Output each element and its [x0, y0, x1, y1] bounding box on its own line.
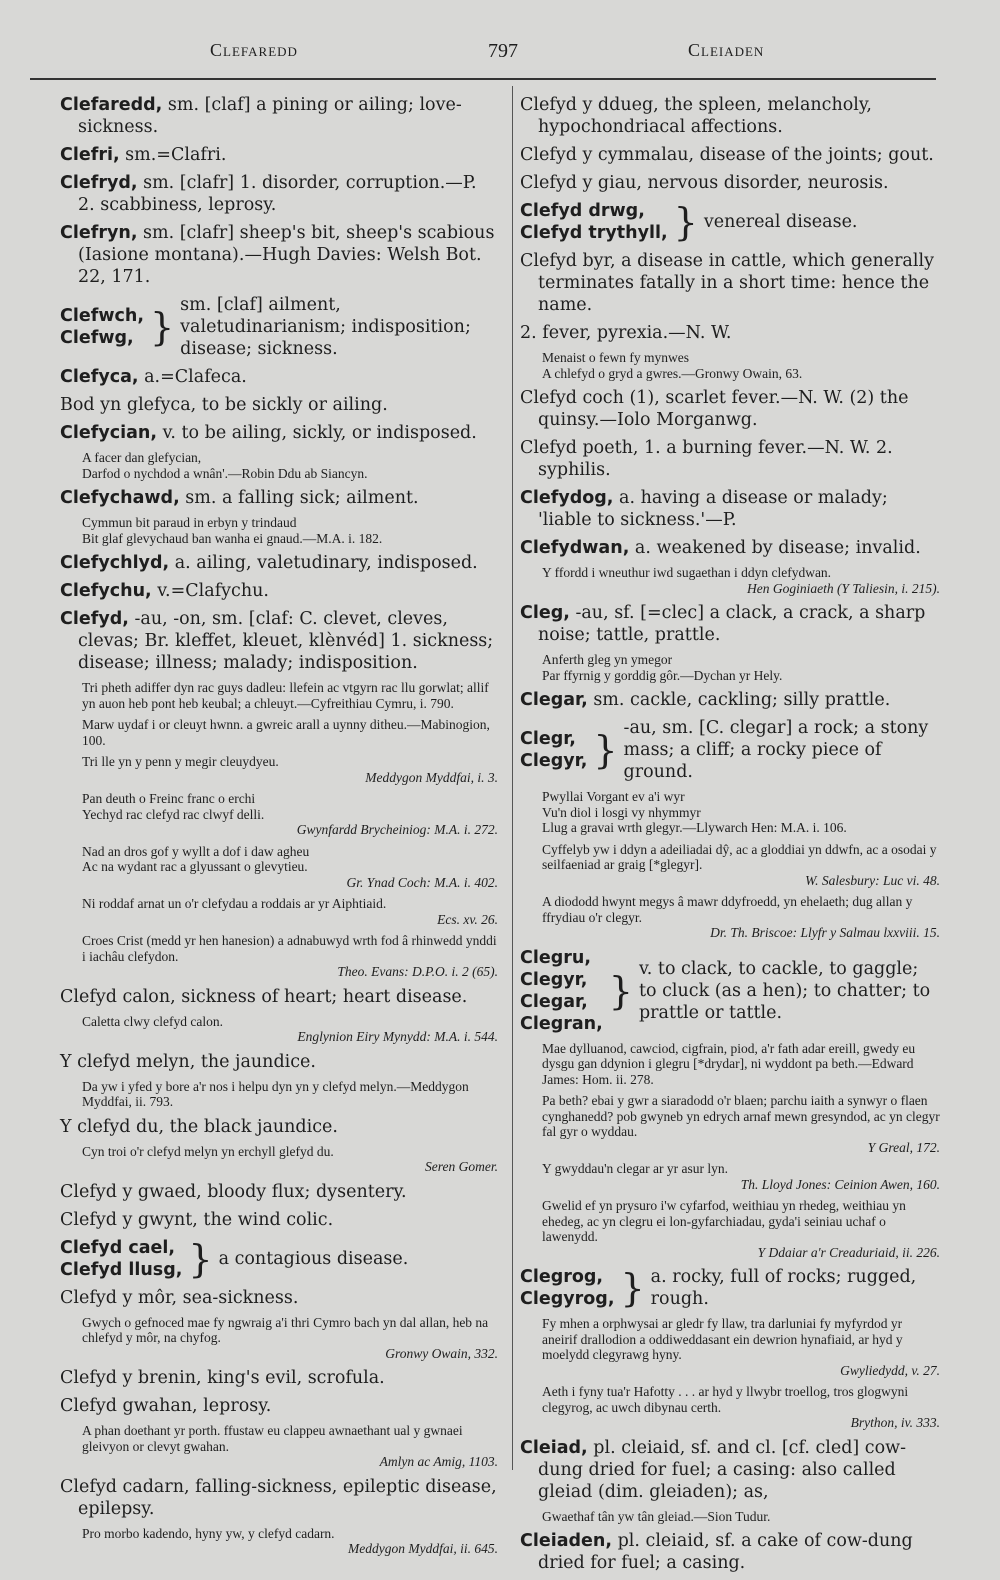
entry-headword: Clefwg, [60, 328, 134, 348]
dictionary-entry [60, 487, 498, 509]
citation [82, 754, 498, 785]
entry-definition: a. rocky, full of rocks; rugged, rough. [650, 1267, 917, 1309]
entry-definition: a contagious disease. [218, 1248, 409, 1269]
citation-source: Hen Goginiaeth (Y Taliesin, i. 215). [746, 580, 940, 596]
citation-source: Meddygon Myddfai, ii. 645. [348, 1541, 498, 1556]
citation-line: Aeth i fyny tua'r Hafotty . . . ar hyd y llwybr troellog, tros glogwyni clegyrog, ac uwch dibynau certh. [542, 1384, 909, 1415]
citation-line: Pa beth? ebai y gwr a siaradodd o'r blaen; parchu iaith a synwyr o flaen cynghanedd? pob gwyneb yn edrych arnaf mewn gresyndod, ac yn clegyr fal gyr o wyddau. [542, 1093, 940, 1139]
dictionary-entry [60, 552, 498, 574]
citation [82, 1315, 498, 1362]
dictionary-entry [60, 172, 498, 216]
citation [542, 1198, 940, 1260]
dictionary-entry [60, 422, 498, 444]
citation [82, 933, 498, 980]
dictionary-entry [60, 1181, 498, 1203]
dictionary-entry [60, 1476, 498, 1520]
entry-definition: sm. [claf] ailment, valetudinarianism; indisposition; disease; sickness. [180, 295, 471, 359]
dictionary-entry [520, 387, 940, 431]
dictionary-entry [60, 94, 498, 138]
entry-definition: Bod yn glefyca, to be sickly or ailing. [60, 395, 388, 415]
dictionary-entry [520, 250, 940, 316]
citation-line: A facer dan glefycian, [82, 450, 202, 465]
citation-source: Brython, iv. 333. [850, 1415, 940, 1430]
citation [542, 350, 940, 381]
entry-definition: pl. cleiaid, sf. a cake of cow-dung dried for fuel; a casing. [538, 1531, 913, 1573]
citation [542, 842, 940, 889]
citation [82, 680, 498, 711]
citation-source: Amlyn ac Amig, 1103. [379, 1454, 498, 1469]
left-column [60, 94, 498, 1563]
dictionary-entry [520, 437, 940, 481]
entry-headword: Clefydwan, [520, 538, 630, 558]
citation-source: Gronwy Owain, 332. [385, 1345, 498, 1361]
entry-headwords [520, 1266, 614, 1310]
citation-line: Gwych o gefnoced mae fy ngwraig a'i thri Cymro bach yn dal allan, heb na chlefyd y môr, na chyfog. [82, 1314, 489, 1345]
citation [542, 1384, 940, 1431]
entry-headword: Clefryn, [60, 223, 138, 243]
entry-definition: sm. a falling sick; ailment. [179, 488, 419, 508]
entry-definition: Clefyd cadarn, falling-sickness, epileptic disease, epilepsy. [60, 1476, 497, 1519]
dictionary-entry [520, 322, 940, 344]
citation-source: Y Greal, 172. [867, 1139, 940, 1155]
entry-definition: a. ailing, valetudinary, indisposed. [169, 553, 478, 573]
dictionary-entry [520, 602, 940, 646]
entry-definition: sm.=Clafri. [119, 145, 227, 165]
citation [542, 652, 940, 683]
brace-symbol: } [608, 968, 633, 1013]
entry-headword: Clefri, [60, 145, 120, 165]
dictionary-entry [520, 1530, 940, 1574]
dictionary-entry [60, 1116, 498, 1138]
citation-line: Marw uydaf i or cleuyt hwnn. a gwreic arall a uynny ditheu.—Mabinogion, 100. [82, 717, 490, 748]
citation-source: Englynion Eiry Mynydd: M.A. i. 544. [297, 1029, 498, 1044]
citation [82, 896, 498, 927]
entry-definition: sm. [clafr] 1. disorder, corruption.—P. 2. scabbiness, leprosy. [78, 173, 477, 215]
dictionary-entry [60, 222, 498, 288]
citation-source: Theo. Evans: D.P.O. i. 2 (65). [337, 964, 498, 979]
entry-headwords [520, 200, 668, 244]
dictionary-entry [520, 487, 940, 531]
citation-source: Dr. Th. Briscoe: Llyfr y Salmau lxxviii. 15. [710, 925, 940, 940]
entry-definition: v. to be ailing, sickly, or indisposed. [157, 423, 477, 443]
entry-headword: Clegrog, [520, 1267, 604, 1287]
citation [542, 1509, 940, 1525]
entry-headword: Clefyd trythyll, [520, 223, 668, 243]
entry-definition: v. to clack, to cackle, to gaggle; to cluck (as a hen); to chatter; to prattle or tattle. [638, 958, 931, 1023]
citation-line: Par ffyrnig y gorddig gôr.—Dychan yr Hely. [542, 667, 783, 683]
entry-headword: Clefyd drwg, [520, 201, 645, 221]
entry-headword: Clefaredd, [60, 95, 163, 115]
citation-line: Tri lle yn y penn y megir cleuydyeu. [82, 754, 279, 769]
entry-headword: Clegru, [520, 947, 591, 968]
entry-headword: Clefychu, [60, 581, 152, 601]
citation-line: Ac na wydant rac a glyussant o glevytieu. [82, 859, 308, 874]
citation-line: Gwaethaf tân yw tân gleiad.—Sion Tudur. [542, 1508, 771, 1524]
dictionary-entry [60, 144, 498, 166]
grouped-entry [60, 294, 498, 360]
citation-line: Anferth gleg yn ymegor [542, 652, 673, 667]
entry-definition: Clefyd y cymmalau, disease of the joints; gout. [520, 145, 934, 165]
entry-headword: Cleg, [520, 603, 570, 623]
citation-source: Ecs. xv. 26. [437, 911, 498, 927]
entry-headword: Clegyr, [520, 751, 588, 771]
citation [82, 1014, 498, 1045]
entry-headword: Clefwch, [60, 306, 144, 326]
citation-source: W. Salesbury: Luc vi. 48. [805, 872, 940, 888]
citation [542, 1316, 940, 1378]
citation-line: Mae dylluanod, cawciod, cigfrain, piod, a'r fath adar ereill, gwedy eu dysgu gan ddynion i glegru [*drydar], ni wyddont pa beth.—Edward James: Hom. ii. 278. [542, 1040, 916, 1087]
brace-symbol: } [593, 728, 618, 772]
entry-headwords [520, 728, 587, 772]
entry-definition: Clefyd y giau, nervous disorder, neurosis. [520, 173, 889, 193]
entry-definition: Clefyd coch (1), scarlet fever.—N. W. (2) the quinsy.—Iolo Morganwg. [520, 388, 909, 430]
right-column [520, 94, 940, 1580]
dictionary-entry [60, 394, 498, 416]
citation [82, 1144, 498, 1175]
citation [82, 515, 498, 546]
citation [542, 894, 940, 941]
entry-headword: Clegyrog, [520, 1289, 615, 1309]
entry-definition: -au, sf. [=clec] a clack, a crack, a sharp noise; tattle, prattle. [538, 603, 926, 645]
entry-definition: a.=Clafeca. [138, 367, 247, 387]
citation-line: Darfod o nychdod a wnân'.—Robin Ddu ab Siancyn. [82, 465, 368, 481]
brace-symbol: } [620, 1266, 645, 1310]
entry-headword: Clegar, [520, 690, 588, 710]
entry-definition: Clefyd gwahan, leprosy. [60, 1396, 272, 1416]
entry-definition: Y clefyd melyn, the jaundice. [60, 1051, 316, 1072]
entry-headword: Clefychawd, [60, 488, 180, 508]
entry-definition: Clefyd y môr, sea-sickness. [60, 1287, 299, 1308]
entry-definition: sm. cackle, cackling; silly prattle. [587, 690, 891, 710]
entry-definition: a. weakened by disease; invalid. [629, 538, 921, 558]
citation-line: Yechyd rac clefyd rac clwyf delli. [82, 806, 265, 822]
citation-line: Tri pheth adiffer dyn rac guys dadleu: llefein ac vtgyrn rac llu gorwlat; allif yn auon heb pont heb keubal; a chleuyt.—Cyfreithiau Cymru, i. 790. [82, 680, 489, 711]
entry-headword: Clefychlyd, [60, 553, 170, 573]
citation-line: Menaist o fewn fy mynwes [542, 350, 689, 365]
citation [82, 450, 498, 481]
dictionary-entry [520, 172, 940, 194]
citation-line: Y gwyddau'n clegar ar yr asur lyn. [542, 1161, 728, 1176]
entry-definition: Clefyd byr, a disease in cattle, which generally terminates fatally in a short time: hence the name. [520, 251, 934, 315]
entry-definition: Clefyd y brenin, king's evil, scrofula. [60, 1368, 385, 1388]
citation-line: Croes Crist (medd yr hen hanesion) a adnabuwyd wrth fod â rhinwedd ynddi i iachâu clefydon. [82, 933, 497, 964]
citation-line: A diododd hwynt megys â mawr ddyfroedd, yn ehelaeth; dug allan y ffrydiau o'r clegyr. [542, 894, 913, 925]
citation-line: Llug a gravai wrth glegyr.—Llywarch Hen: M.A. i. 106. [542, 820, 847, 835]
brace-symbol: } [149, 305, 175, 349]
citation-line: Ni roddaf arnat un o'r clefydau a roddais ar yr Aiphtiaid. [82, 896, 387, 911]
dictionary-entry [520, 94, 940, 138]
brace-symbol: } [673, 200, 698, 244]
entry-headword: Clefyd llusg, [60, 1259, 183, 1280]
citation-line: Pan deuth o Freinc franc o erchi [82, 791, 256, 806]
citation-line: Caletta clwy clefyd calon. [82, 1013, 223, 1029]
entry-headword: Clefyd cael, [60, 1237, 176, 1258]
grouped-entry [520, 200, 940, 244]
dictionary-entry [60, 1395, 498, 1417]
entry-definition: sm. [claf] a pining or ailing; love-sickness. [78, 95, 462, 137]
citation-line: Pro morbo kadendo, hyny yw, y clefyd cadarn. [82, 1525, 335, 1541]
entry-headword: Clegr, [520, 729, 576, 749]
citation [542, 1093, 940, 1155]
entry-headwords [60, 305, 144, 349]
entry-definition: a. having a disease or malady; 'liable to sickness.'—P. [538, 488, 888, 530]
grouped-entry [520, 947, 940, 1035]
dictionary-entry [520, 144, 940, 166]
entry-definition: -au, -on, sm. [claf: C. clevet, cleves, clevas; Br. kleffet, kleuet, klènvéd] 1. sickness; disease; illness; malady; indisposition. [78, 609, 494, 673]
header-rule [30, 78, 936, 80]
grouped-entry [520, 717, 940, 783]
dictionary-entry [60, 1367, 498, 1389]
page-number: 797 [488, 40, 518, 62]
grouped-entry [520, 1266, 940, 1310]
entry-headwords [520, 947, 603, 1035]
citation [82, 844, 498, 891]
citation-line: Cymmun bit paraud in erbyn y trindaud [82, 515, 297, 530]
citation-line: Y ffordd i wneuthur iwd sugaethan i ddyn clefydwan. [542, 565, 832, 580]
dictionary-entry [520, 689, 940, 711]
citation [82, 791, 498, 838]
citation-line: A chlefyd o gryd a gwres.—Gronwy Owain, 63. [542, 365, 803, 381]
citation [542, 565, 940, 596]
entry-definition: Y clefyd du, the black jaundice. [60, 1116, 338, 1137]
citation-line: Bit glaf glevychaud ban wanha ei gnaud.—M.A. i. 182. [82, 530, 383, 546]
dictionary-entry [520, 1437, 940, 1503]
grouped-entry [60, 1237, 498, 1281]
citation-line: Gwelid ef yn prysuro i'w cyfarfod, weithiau yn rhedeg, weithiau yn ehedeg, ac yn clegru ei lon-gyfarchiadau, gyda'i seiniau uchaf o lawenydd. [542, 1198, 906, 1244]
citation-line: Cyn troi o'r clefyd melyn yn erchyll glefyd du. [82, 1143, 334, 1159]
citation [542, 1041, 940, 1088]
citation [82, 717, 498, 748]
column-divider [512, 86, 513, 1470]
entry-headwords [60, 1237, 182, 1281]
citation-source: Gwynfardd Brycheiniog: M.A. i. 272. [296, 822, 498, 837]
dictionary-entry [60, 1209, 498, 1231]
citation [82, 1423, 498, 1470]
citation-line: Da yw i yfed y bore a'r nos i helpu dyn yn y clefyd melyn.—Meddygon Myddfai, ii. 793. [82, 1078, 469, 1109]
citation-line: Pwyllai Vorgant ev a'i wyr [542, 789, 685, 804]
brace-symbol: } [188, 1236, 213, 1281]
running-head-left: Clefaredd [210, 40, 298, 60]
citation-source: Gr. Ynad Coch: M.A. i. 402. [346, 874, 498, 890]
dictionary-entry [60, 608, 498, 674]
citation-source: Y Ddaiar a'r Creaduriaid, ii. 226. [757, 1244, 940, 1260]
entry-definition: venereal disease. [703, 212, 858, 232]
dictionary-entry [60, 366, 498, 388]
dictionary-entry [60, 1051, 498, 1073]
entry-headword: Clefydog, [520, 488, 614, 508]
entry-headword: Clefyd, [60, 609, 129, 629]
dictionary-entry [60, 986, 498, 1008]
citation-source: Seren Gomer. [425, 1159, 498, 1174]
entry-headword: Cleiaden, [520, 1531, 613, 1551]
entry-headword: Clegran, [520, 1013, 603, 1034]
entry-definition: Clefyd y gwaed, bloody flux; dysentery. [60, 1181, 407, 1202]
entry-headword: Clefycian, [60, 423, 158, 443]
citation-line: Cyffelyb yw i ddyn a adeiliadai dŷ, ac a gloddiai yn ddwfn, ac a osodai y seilfaeniad ar graig [*glegyr]. [542, 841, 937, 872]
dictionary-entry [60, 580, 498, 602]
entry-definition: -au, sm. [C. clegar] a rock; a stony mass; a cliff; a rocky piece of ground. [623, 718, 929, 782]
citation-source: Th. Lloyd Jones: Ceinion Awen, 160. [740, 1176, 940, 1192]
citation [82, 1079, 498, 1110]
running-head-right: Cleiaden [688, 40, 765, 60]
entry-headword: Clegar, [520, 991, 588, 1012]
citation-source: Meddygon Myddfai, i. 3. [365, 769, 498, 785]
entry-definition: Clefyd poeth, 1. a burning fever.—N. W. 2. syphilis. [520, 438, 893, 480]
entry-definition: sm. [clafr] sheep's bit, sheep's scabious (Iasione montana).—Hugh Davies: Welsh Bot. 22, 171. [78, 223, 495, 287]
entry-definition: 2. fever, pyrexia.—N. W. [520, 323, 732, 343]
entry-definition: Clefyd calon, sickness of heart; heart disease. [60, 986, 468, 1007]
citation-line: Vu'n diol i losgi vy nhymmyr [542, 804, 701, 820]
entry-definition: pl. cleiaid, sf. and cl. [cf. cled] cow-dung dried for fuel; a casing: also called gleiad (dim. gleiaden); as, [538, 1437, 907, 1502]
citation-line: Fy mhen a orphwysai ar gledr fy llaw, tra darluniai fy myfyrdod yr aneirif drallodion a oddiweddasant ein dewrion hynafiaid, ar hyd y moelydd clegyrawg hyny. [542, 1316, 903, 1362]
entry-definition: v.=Clafychu. [151, 581, 269, 601]
citation [542, 1161, 940, 1192]
dictionary-entry [520, 537, 940, 559]
citation-line: Nad an dros gof y wyllt a dof i daw agheu [82, 843, 310, 859]
entry-headword: Clegyr, [520, 969, 588, 990]
citation [82, 1526, 498, 1557]
citation [542, 789, 940, 836]
entry-headword: Clefyca, [60, 367, 139, 387]
entry-definition: Clefyd y ddueg, the spleen, melancholy, hypochondriacal affections. [520, 95, 872, 137]
entry-headword: Clefryd, [60, 173, 138, 193]
entry-definition: Clefyd y gwynt, the wind colic. [60, 1209, 334, 1230]
citation-line: A phan doethant yr porth. ffustaw eu clappeu awnaethant ual y gwnaei gleivyon or clevyt gwahan. [82, 1423, 463, 1454]
dictionary-entry [60, 1287, 498, 1309]
entry-headword: Cleiad, [520, 1437, 588, 1458]
citation-source: Gwyliedydd, v. 27. [840, 1362, 940, 1378]
